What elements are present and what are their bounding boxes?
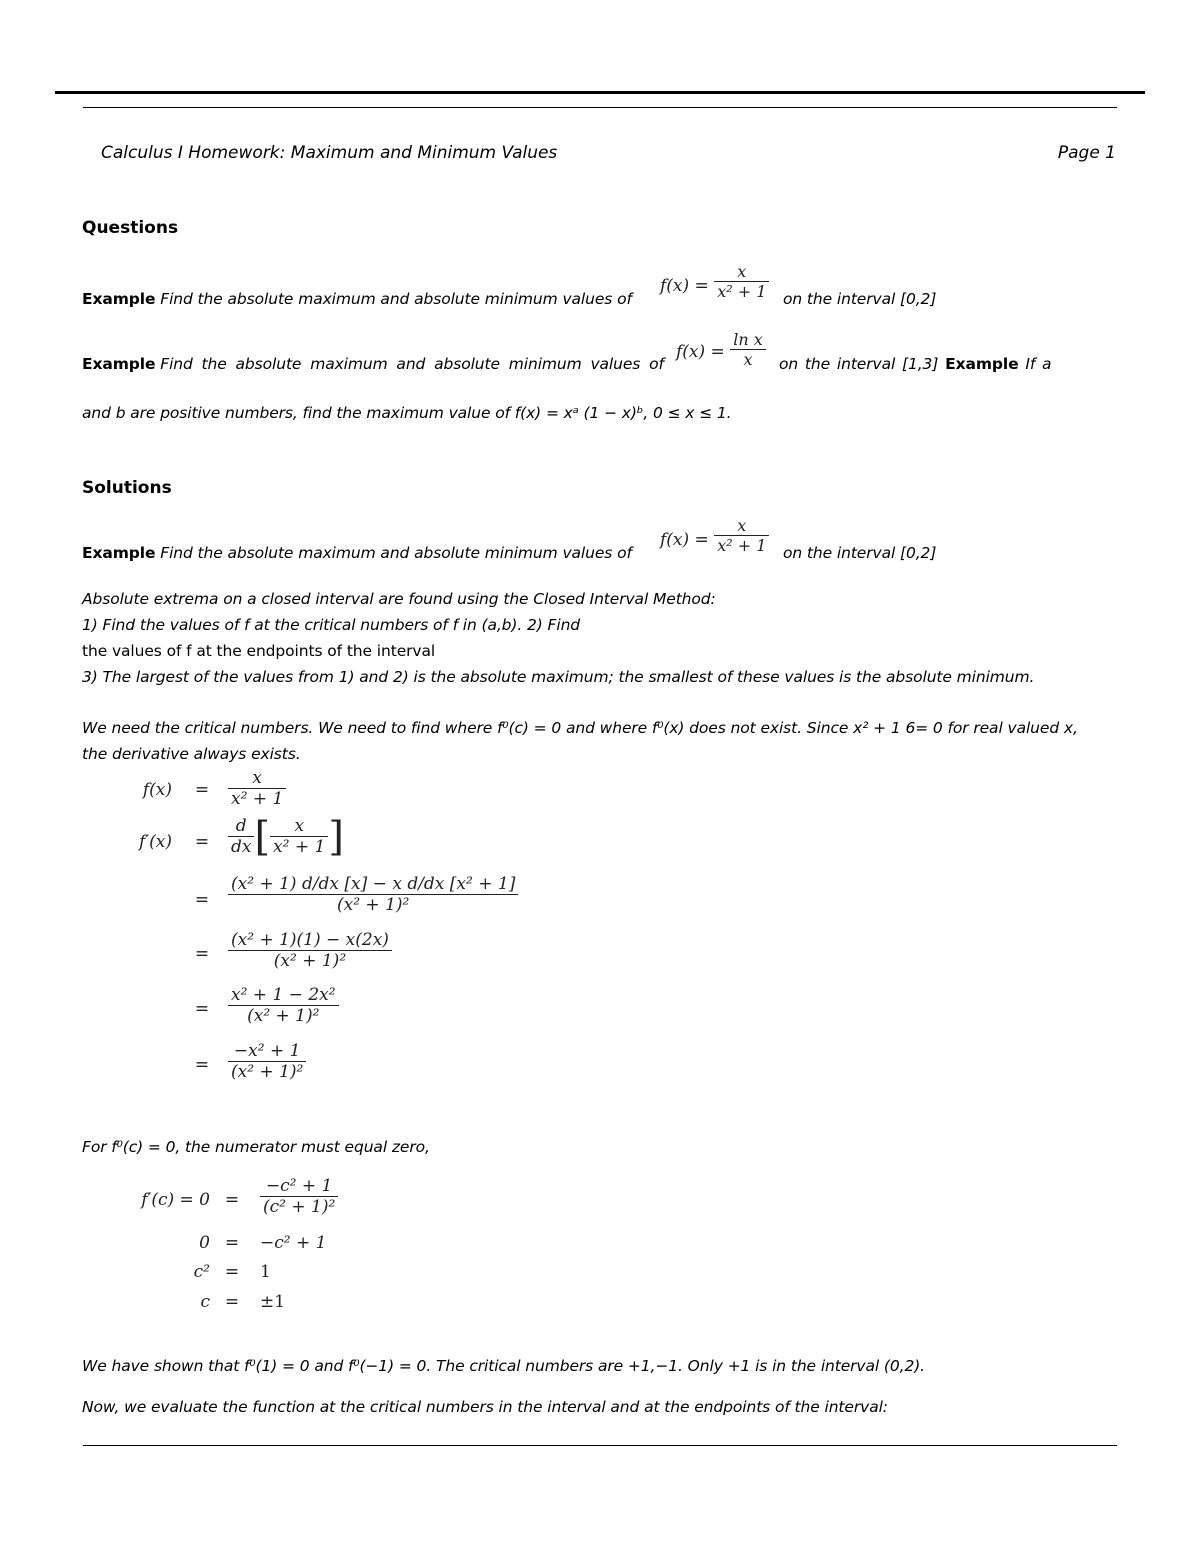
method-line: the values of f at the endpoints of the interval [82,642,436,660]
solve-row [0,1233,1200,1261]
critical-numbers-result: We have shown that f⁰(1) = 0 and f⁰(−1) = 0. The critical numbers are +1,−1. Only +1 is in the interval (0,2). [82,1357,926,1375]
critical-line: the derivative always exists. [82,745,301,763]
derivation-row [0,1041,1200,1093]
question-2-text: Find the absolute maximum and absolute minimum values of [160,355,664,373]
fraction-denominator: (c² + 1)² [260,1196,338,1217]
question-2-formula [676,330,766,369]
question-1-text: Find the absolute maximum and absolute minimum values of [160,290,632,308]
solve-row [0,1176,1200,1228]
bottom-rule [83,1445,1117,1446]
solve-lhs: f′(c) = 0 [141,1190,210,1210]
fraction-denominator: (x² + 1)² [228,894,518,915]
solution-1 [82,544,632,562]
solve-rhs: ±1 [260,1292,286,1312]
solve-rhs: 1 [260,1262,271,1282]
solve-row [0,1292,1200,1320]
fraction-numerator: (x² + 1) d/dx [x] − x d/dx [x² + 1] [231,874,516,894]
solutions-heading: Solutions [82,478,172,498]
question-1-denominator: x² + 1 [714,281,769,301]
solve-lhs: c [200,1292,210,1312]
fraction-denominator: (x² + 1)² [228,1061,306,1082]
equals-sign: = [224,1190,240,1210]
fraction-numerator: d [235,816,247,836]
fraction-numerator: x [252,768,262,788]
equals-sign: = [194,999,210,1019]
fraction-numerator: x [294,816,305,836]
equals-sign: = [224,1262,240,1282]
question-2-fx: f(x) = [676,342,725,362]
method-line: Absolute extrema on a closed interval are found using the Closed Interval Method: [82,590,716,608]
equals-sign: = [224,1292,240,1312]
question-2-tail: on the interval [1,3] [779,355,939,373]
solution-1-label: Example [82,544,156,562]
question-2-label: Example [82,355,156,373]
solution-1-interval: on the interval [0,2] [783,544,937,562]
fraction-denominator: (x² + 1)² [228,950,392,971]
equals-sign: = [194,944,210,964]
question-3-label: Example [945,355,1019,373]
solve-rhs: −c² + 1 [260,1233,327,1253]
derivation-row [0,874,1200,926]
equals-sign: = [224,1233,240,1253]
question-1-numerator: x [737,262,747,281]
solve-lhs: c² [193,1262,210,1282]
numerator-zero-line: For f⁰(c) = 0, the numerator must equal zero, [82,1138,430,1156]
solve-row [0,1262,1200,1290]
evaluate-line: Now, we evaluate the function at the critical numbers in the interval and at the endpoints of the interval: [82,1398,888,1416]
header-title: Calculus I Homework: Maximum and Minimum Values [101,143,558,163]
question-1 [82,290,632,308]
method-line: 3) The largest of the values from 1) and 2) is the absolute maximum; the smallest of these values is the absolute minimum. [82,668,1035,686]
question-1-interval: on the interval [0,2] [783,290,937,308]
derivation-lhs: f′(x) [138,832,172,852]
question-2 [82,355,664,373]
derivation-row [0,930,1200,982]
question-2-denominator: x [730,349,766,369]
fraction-denominator: x² + 1 [228,788,286,809]
right-bracket-icon: ] [328,813,344,860]
top-rule-thick [55,91,1145,94]
header-page-number: Page 1 [1057,143,1116,163]
question-2-numerator: ln x [733,330,763,349]
fraction-numerator: −c² + 1 [265,1176,333,1196]
derivation-row [0,768,1200,820]
fraction-numerator: (x² + 1)(1) − x(2x) [231,930,389,950]
equals-sign: = [194,780,210,800]
solve-lhs: 0 [199,1233,210,1253]
question-1-formula [660,262,769,301]
closed-interval-method [82,586,1034,690]
fraction-denominator: (x² + 1)² [228,1005,339,1026]
top-rule-thin [83,107,1117,108]
solution-1-fx: f(x) = [660,530,709,550]
solution-1-formula [660,516,769,555]
question-2-interval [779,355,1051,373]
question-3-start: If a [1025,355,1052,373]
derivation-row [0,985,1200,1037]
method-line: 1) Find the values of f at the critical numbers of f in (a,b). 2) Find [82,616,581,634]
equals-sign: = [194,832,210,852]
question-3-text: and b are positive numbers, find the maximum value of f(x) = xᵃ (1 − x)ᵇ, 0 ≤ x ≤ 1. [82,404,732,422]
fraction-denominator: x² + 1 [270,836,328,857]
solution-1-text: Find the absolute maximum and absolute minimum values of [160,544,632,562]
question-1-label: Example [82,290,156,308]
derivation-lhs: f(x) [142,780,172,800]
question-1-fx: f(x) = [660,276,709,296]
fraction-denominator: dx [228,836,254,857]
left-bracket-icon: [ [254,813,271,860]
solution-1-denominator: x² + 1 [714,535,769,555]
critical-numbers-paragraph [82,715,1078,767]
fraction-numerator: x² + 1 − 2x² [231,985,336,1005]
critical-line: We need the critical numbers. We need to find where f⁰(c) = 0 and where f⁰(x) does not exist. Since x² + 1 6= 0 for real valued x, [82,719,1078,737]
fraction-numerator: −x² + 1 [233,1041,301,1061]
equals-sign: = [194,1055,210,1075]
derivation-row [0,813,1200,868]
solution-1-numerator: x [737,516,747,535]
questions-heading: Questions [82,218,179,238]
equals-sign: = [194,890,210,910]
